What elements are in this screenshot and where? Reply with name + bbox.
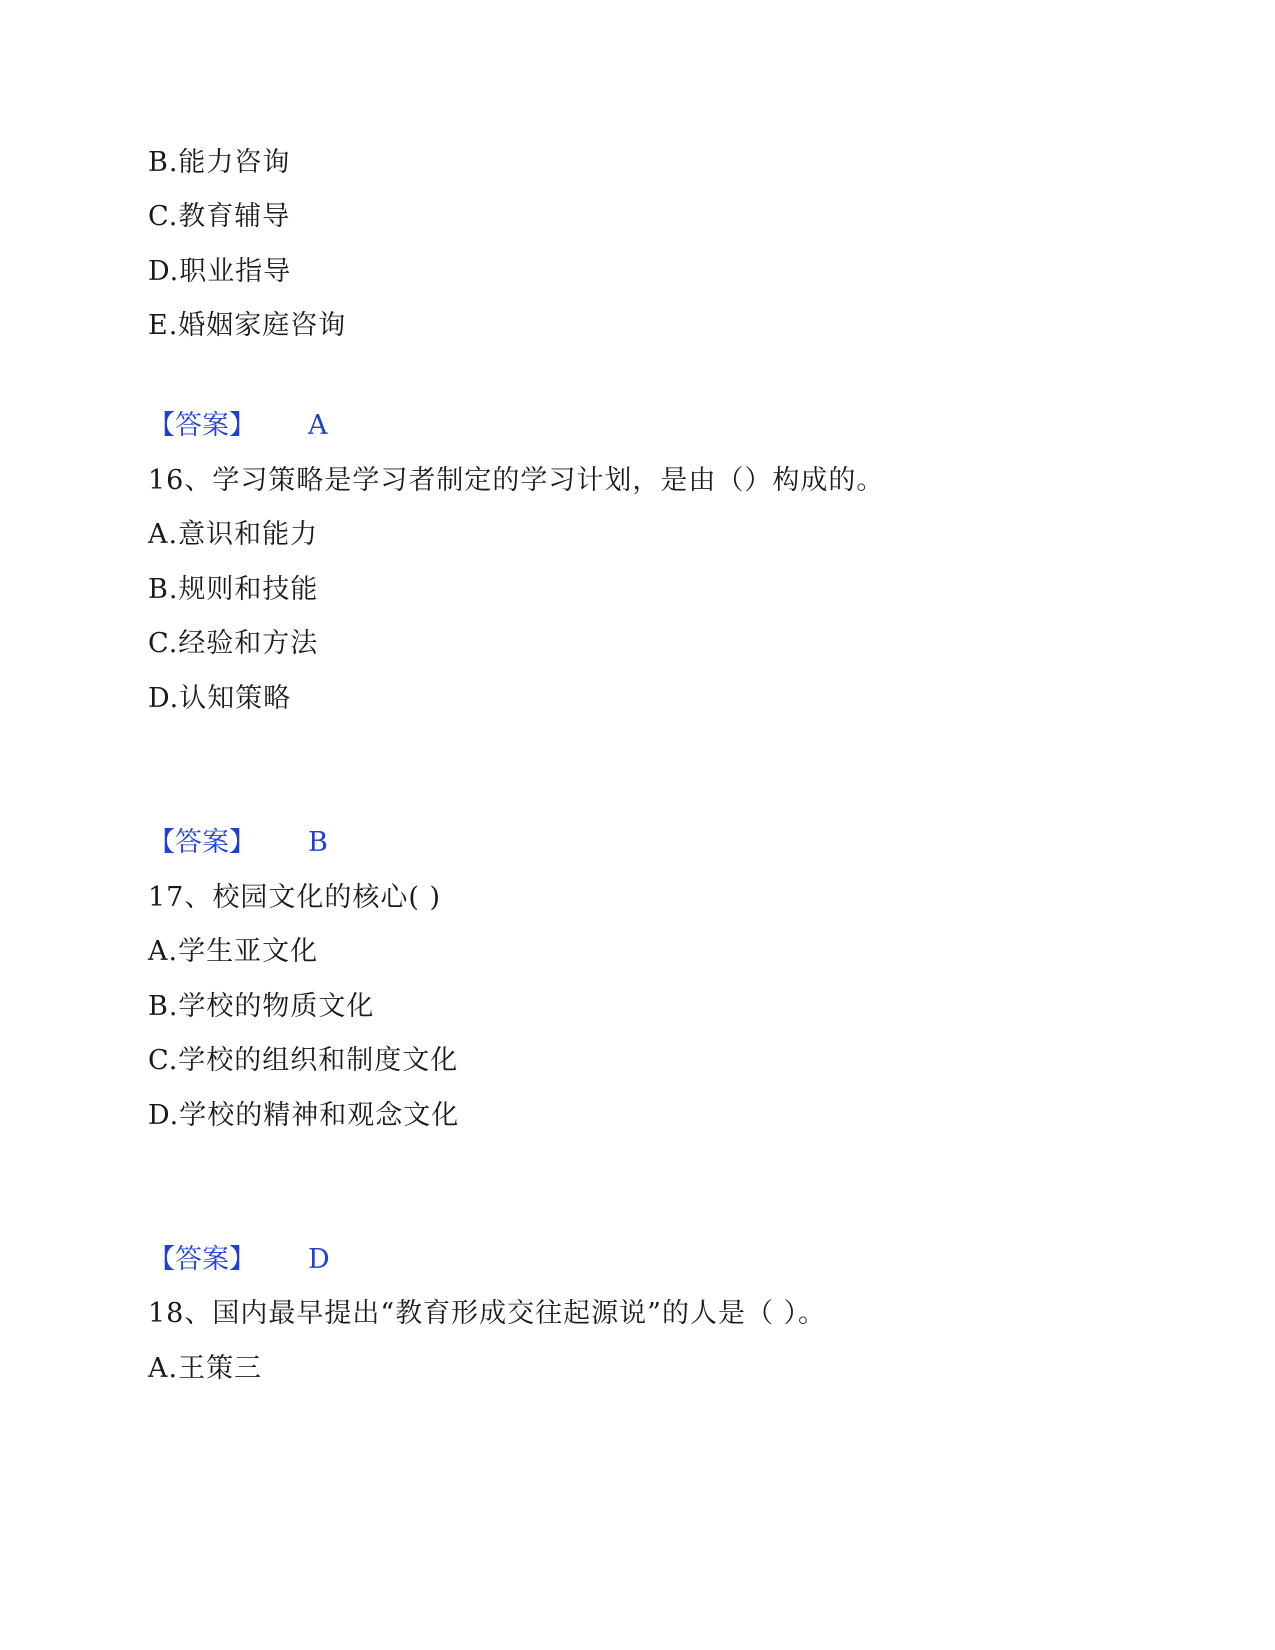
q17-option-d: D.学校的精神和观念文化 — [148, 1100, 460, 1131]
answer-label: 【答案】 — [148, 1244, 256, 1275]
q15-option-c: C.教育辅导 — [148, 201, 291, 232]
q15-option-d: D.职业指导 — [148, 256, 292, 287]
q15-answer — [148, 409, 328, 443]
answer-value: A — [308, 410, 328, 441]
q15-option-b: B.能力咨询 — [148, 147, 291, 178]
q17-answer — [148, 1243, 330, 1277]
q16-option-c: C.经验和方法 — [148, 628, 319, 659]
q16-option-a: A.意识和能力 — [148, 519, 319, 550]
answer-value: B — [308, 827, 328, 858]
q16-question: 16、学习策略是学习者制定的学习计划，是由（）构成的。 — [148, 465, 885, 496]
q16-answer — [148, 826, 328, 860]
q17-option-a: A.学生亚文化 — [148, 936, 319, 967]
answer-value: D — [308, 1244, 330, 1275]
q17-option-c: C.学校的组织和制度文化 — [148, 1045, 459, 1076]
answer-label: 【答案】 — [148, 827, 256, 858]
q18-option-a: A.王策三 — [148, 1353, 263, 1384]
q16-option-d: D.认知策略 — [148, 683, 292, 714]
q17-question: 17、校园文化的核心( ) — [148, 882, 442, 913]
q18-question: 18、国内最早提出“教育形成交往起源说”的人是（ ）。 — [148, 1298, 827, 1329]
q15-option-e: E.婚姻家庭咨询 — [148, 310, 347, 341]
q17-option-b: B.学校的物质文化 — [148, 991, 375, 1022]
answer-label: 【答案】 — [148, 410, 256, 441]
q16-option-b: B.规则和技能 — [148, 574, 319, 605]
